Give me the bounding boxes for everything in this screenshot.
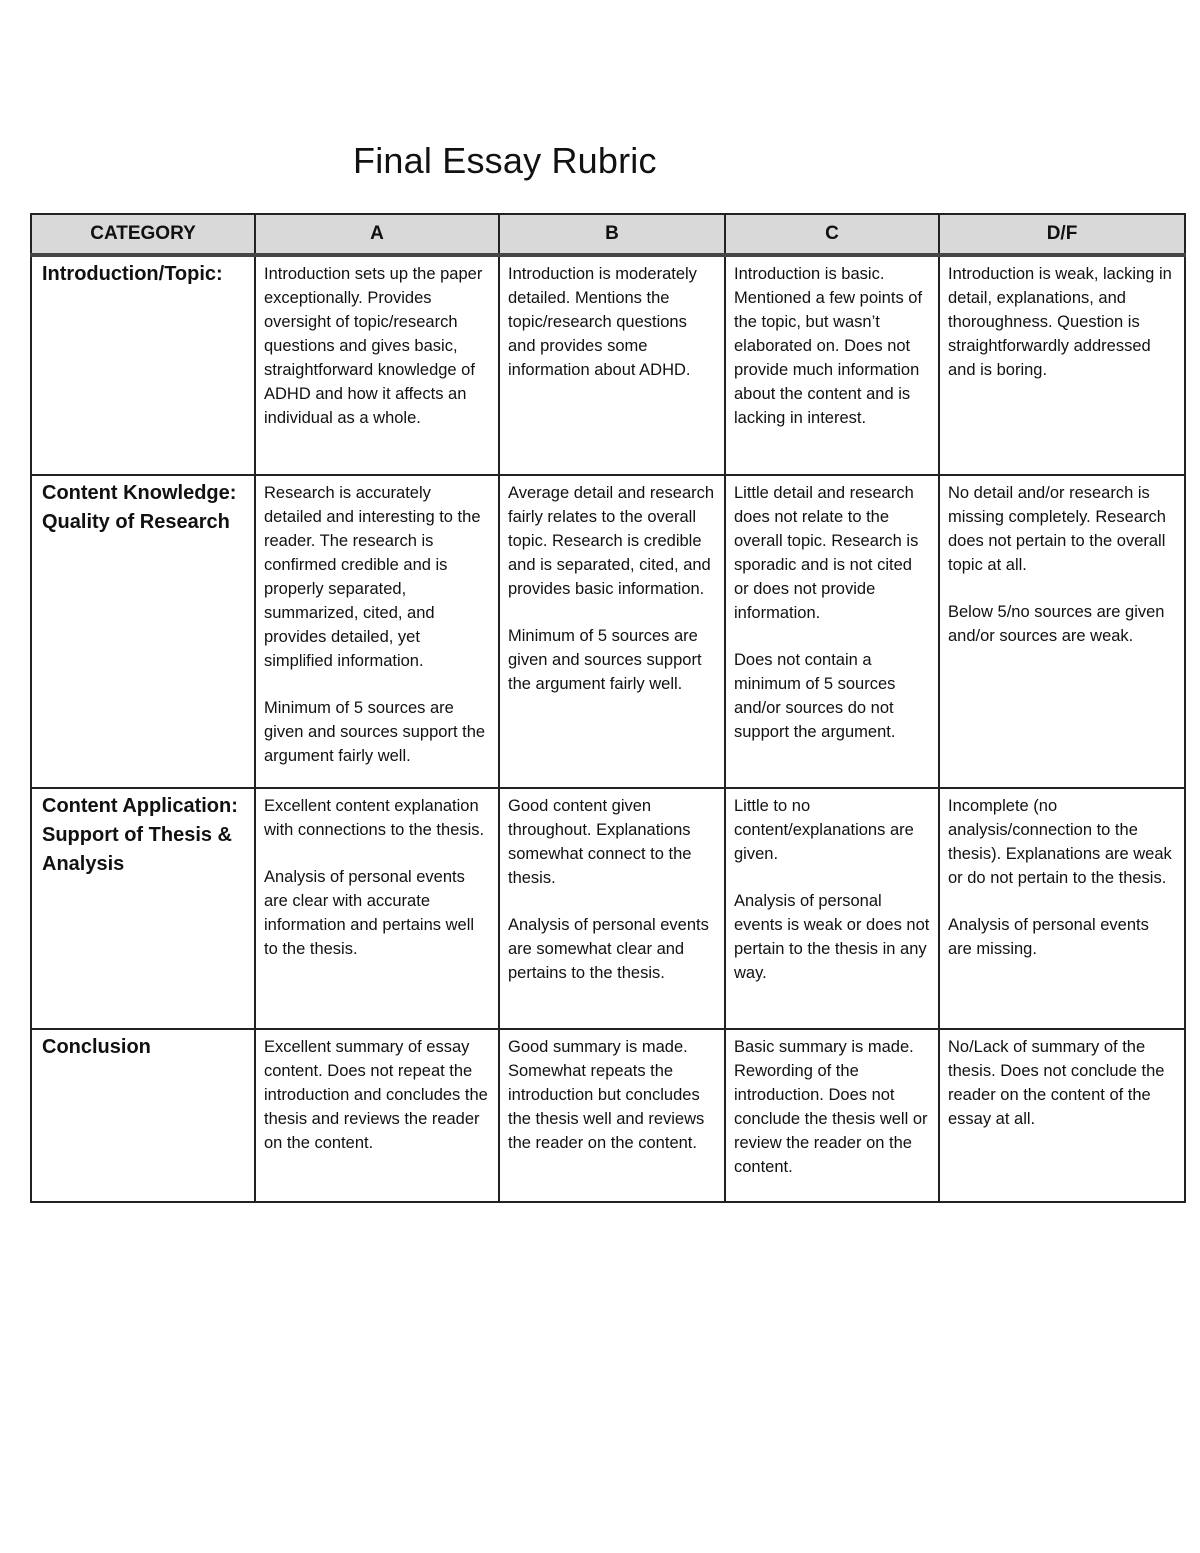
criteria-text: Below 5/no sources are given and/or sources are weak. [948, 603, 1165, 645]
header-grade-c: C [725, 214, 939, 255]
criteria-text: Good content given throughout. Explanations somewhat connect to the thesis. [508, 797, 692, 887]
criteria-text: Does not contain a minimum of 5 sources and/or sources do not support the argument. [734, 651, 896, 741]
header-category: CATEGORY [31, 214, 255, 255]
grade-a-cell [255, 788, 499, 1029]
criteria-text: Analysis of personal events is weak or does not pertain to the thesis in any way. [734, 892, 930, 982]
grade-a-cell [255, 255, 499, 475]
criteria-text: Little to no content/explanations are given. [734, 797, 914, 863]
criteria-text: Good summary is made. Somewhat repeats the introduction but concludes the thesis well and reviews the reader on the content. [508, 1038, 705, 1152]
rubric-row-content-application [31, 788, 1185, 1029]
grade-df-cell [939, 1029, 1185, 1202]
header-grade-a: A [255, 214, 499, 255]
rubric-table [30, 213, 1186, 1203]
category-cell: Content Application: Support of Thesis & Analysis [31, 788, 255, 1029]
criteria-text: Excellent summary of essay content. Does not repeat the introduction and concludes the thesis and reviews the reader on the content. [264, 1038, 488, 1152]
header-grade-df: D/F [939, 214, 1185, 255]
rubric-row-introduction [31, 255, 1185, 475]
page-title: Final Essay Rubric [353, 140, 657, 181]
criteria-text: No detail and/or research is missing completely. Research does not pertain to the overall topic at all. [948, 484, 1166, 574]
grade-c-cell [725, 1029, 939, 1202]
criteria-text: Analysis of personal events are clear with accurate information and pertains well to the thesis. [264, 868, 475, 958]
category-cell: Introduction/Topic: [31, 255, 255, 475]
grade-b-cell [499, 788, 725, 1029]
grade-c-cell [725, 788, 939, 1029]
grade-a-cell [255, 1029, 499, 1202]
criteria-text: Introduction is weak, lacking in detail, explanations, and thoroughness. Question is straightforwardly addressed and is boring. [948, 265, 1172, 379]
criteria-text: Average detail and research fairly relates to the overall topic. Research is credible and is separated, cited, and provides basic information. [508, 484, 715, 598]
criteria-text: Excellent content explanation with connections to the thesis. [264, 797, 485, 839]
criteria-text: Analysis of personal events are somewhat clear and pertains to the thesis. [508, 916, 709, 982]
grade-c-cell [725, 255, 939, 475]
criteria-text: Little detail and research does not relate to the overall topic. Research is sporadic and is not cited or does not provide information. [734, 484, 919, 622]
grade-a-cell [255, 475, 499, 788]
criteria-text: Introduction is basic. Mentioned a few points of the topic, but wasn’t elaborated on. Does not provide much information about the content and is lacking in interest. [734, 265, 923, 427]
rubric-row-content-knowledge [31, 475, 1185, 788]
criteria-text: Research is accurately detailed and interesting to the reader. The research is confirmed credible and is properly separated, summarized, cited, and provides detailed, yet simplified information. [264, 484, 481, 670]
criteria-text: Analysis of personal events are missing. [948, 916, 1149, 958]
criteria-text: Introduction sets up the paper exceptionally. Provides oversight of topic/research questions and gives basic, straightforward knowledge of ADHD and how it affects an individual as a whole. [264, 265, 483, 427]
rubric-row-conclusion [31, 1029, 1185, 1202]
criteria-text: Minimum of 5 sources are given and sources support the argument fairly well. [264, 699, 486, 765]
grade-b-cell [499, 475, 725, 788]
category-cell: Content Knowledge: Quality of Research [31, 475, 255, 788]
grade-df-cell [939, 475, 1185, 788]
header-row [31, 214, 1185, 255]
criteria-text: Incomplete (no analysis/connection to the thesis). Explanations are weak or do not pertain to the thesis. [948, 797, 1172, 887]
grade-b-cell [499, 255, 725, 475]
criteria-text: Introduction is moderately detailed. Mentions the topic/research questions and provides some information about ADHD. [508, 265, 697, 379]
category-cell: Conclusion [31, 1029, 255, 1202]
grade-b-cell [499, 1029, 725, 1202]
grade-c-cell [725, 475, 939, 788]
criteria-text: No/Lack of summary of the thesis. Does not conclude the reader on the content of the essay at all. [948, 1038, 1165, 1128]
header-grade-b: B [499, 214, 725, 255]
grade-df-cell [939, 788, 1185, 1029]
criteria-text: Basic summary is made. Rewording of the introduction. Does not conclude the thesis well or review the reader on the content. [734, 1038, 928, 1176]
criteria-text: Minimum of 5 sources are given and sources support the argument fairly well. [508, 627, 702, 693]
grade-df-cell [939, 255, 1185, 475]
